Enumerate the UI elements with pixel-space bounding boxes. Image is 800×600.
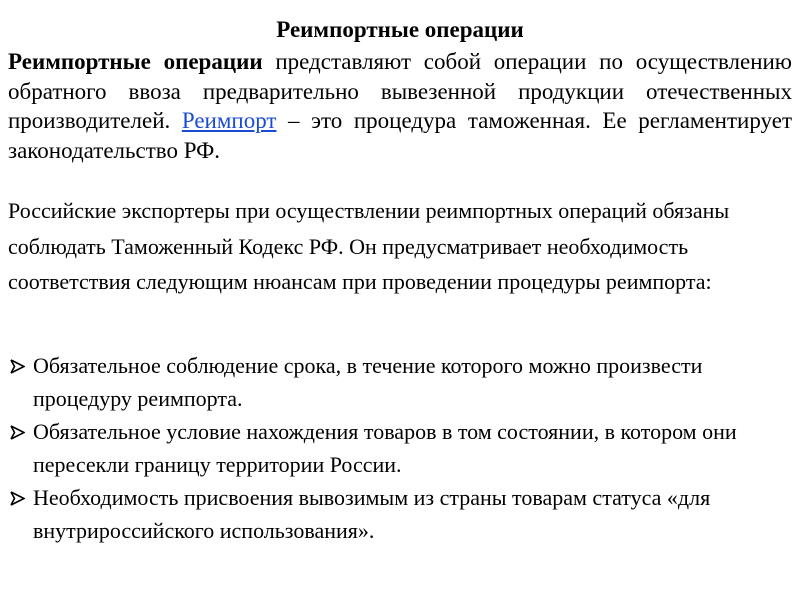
arrowhead-bullet-icon [8,415,28,448]
list-item [8,415,792,481]
intro-text-part2: – это процедура таможенная. Ее регламентирует законодательство РФ. [8,108,792,163]
list-item-text: Необходимость присвоения вывозимым из страны товарам статуса «для внутрироссийского использования». [33,485,711,543]
intro-paragraph [8,47,792,165]
intro-text-part1: представляют собой операции по осуществлению обратного ввоза предварительно вывезенной продукции отечественных производителей. [8,49,792,133]
list-item [8,481,792,547]
page-title: Реимпортные операции [276,17,524,42]
arrowhead-bullet-icon [8,349,28,382]
list-item-text: Обязательное соблюдение срока, в течение которого можно произвести процедуру реимпорта. [33,353,703,411]
arrowhead-bullet-icon [8,481,28,514]
intro-bold-term: Реимпортные операции [8,49,263,74]
list-item [8,349,792,415]
requirements-list [8,349,792,547]
body-paragraph: Российские экспортеры при осуществлении реимпортных операций обязаны соблюдать Таможенный Кодекс РФ. Он предусматривает необходимость соответствия следующим нюансам при проведении процедуры реимпорта: [8,198,730,294]
list-item-text: Обязательное условие нахождения товаров в том состоянии, в котором они пересекли границу территории России. [33,419,737,477]
reimport-link[interactable]: Реимпорт [181,108,277,133]
